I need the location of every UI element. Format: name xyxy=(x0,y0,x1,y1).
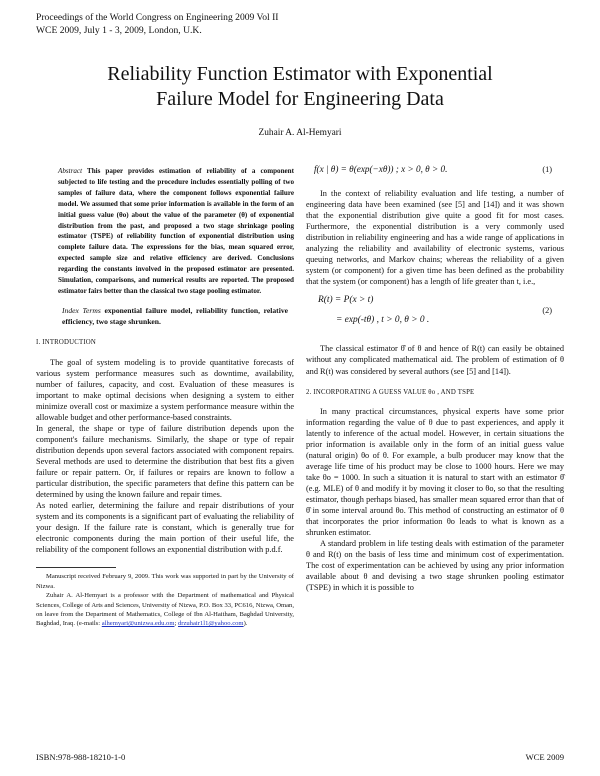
email-link-1[interactable]: alhemyari@unizwa.edu.om xyxy=(101,620,175,628)
abstract xyxy=(58,166,294,297)
footnote-author xyxy=(36,591,294,629)
right-paragraph-3: In many practical circumstances, physical experts have some prior information regarding the value of θ due to past experiences, and apply it latently to inference of the actual model. However, in certain situations the prior information is available only in the form of an initial guess value (natural origin) θo of θ. For example, a bulb producer may know that the average life time of his product may be close to 1000 hours. Here we may take θo = 1000. In such a situation it is natural to start with an estimator θ̂ (e.g. MLE) of θ and modify it by moving it closer to θo, so that the resulting estimator, though perhaps biased, has smaller mean squared error than that of θ̂ in some interval around θo. This method of constructing an estimator of θ that incorporates the prior information θo leads to what is known as a shrunken estimator. xyxy=(306,406,564,538)
email-link-2[interactable]: drzuhair1l1@yahoo.com xyxy=(177,620,244,628)
section-2-heading: 2. INCORPORATING A GUESS VALUE θo , AND TSPE xyxy=(306,388,475,396)
footer-conference: WCE 2009 xyxy=(525,752,564,762)
right-column xyxy=(306,160,564,593)
author-name: Zuhair A. Al-Hemyari xyxy=(258,128,342,138)
abstract-text: This paper provides estimation of reliability of a component subjected to life testing and the procedure includes essentially polling of two samples of failure data, where the component follows exponential failure model. We assumed that some prior information is available in the form of an initial guess value (θo) about the value of the parameter (θ) of exponential distribution from the past, and proposed a two stage shrinkage pooling estimator (TSPE) of reliability function of exponential distribution using complete failure data. The expressions for the bias, mean squared error, expected sample size and relative efficiency are derived. Conclusions regarding the constants involved in the proposed estimator are presented. Simulation, comparisons, and numerical results are reported. The proposed estimator fairs better than the classical two stage pooling estimator. xyxy=(58,167,294,295)
footnote-end: ). xyxy=(243,620,248,628)
footnotes xyxy=(36,572,294,628)
footnote-author-text: Zuhair A. Al-Hemyari is a professor with the Department of mathematical and Physical Sciences, College of Arts and Sciences, University of Nizwa, P.O. Box 33, PC616, Nizwa, Oman, on leave from the Department of Mathematics, College of Ibn Al-Haitham, Baghdad University, Baghdad, Iraq. (e-mails: xyxy=(36,592,294,628)
footnote-divider xyxy=(36,567,116,568)
left-column xyxy=(36,166,294,629)
right-paragraph-4: A standard problem in life testing deals with estimation of the parameter θ and R(t) on the basis of less time and minimum cost of experimentation. The cost of experimentation can be achieved by using any prior information available about θ and devising a two stage shrunken pooling estimator (TSPE) in which it is possible to xyxy=(306,539,564,593)
footnote-manuscript: Manuscript received February 9, 2009. This work was supported in part by the University of Nizwa. xyxy=(36,573,294,590)
index-terms-label: Index Terms xyxy=(62,305,101,315)
equation-2-line-2: = exp(-tθ) , t > 0, θ > 0 . xyxy=(336,315,430,326)
intro-paragraph-1: The goal of system modeling is to provide quantitative forecasts of various system performance measures such as downtime, availability, number of failures, capacity, and cost. Evaluation of these measures is important to make optimal decisions when designing a system to either minimize overall cost or maximize a system performance measure within the allowable budget and other performance-based constraints. xyxy=(36,357,294,422)
footer-isbn: ISBN:978-988-18210-1-0 xyxy=(36,752,126,762)
title-line-1: Reliability Function Estimator with Exponential xyxy=(107,63,493,85)
right-paragraph-2: The classical estimator θ̂ of θ and hence of R(t) can easily be obtained without any complicated mathematical aid. The problem of estimation of θ and R(t) was considered by several authors (see [5] and [14]). xyxy=(306,344,564,376)
section-1-heading: I. INTRODUCTION xyxy=(36,339,97,347)
paper-title xyxy=(40,62,560,112)
intro-paragraph-3: As noted earlier, determining the failure and repair distributions of your system and its components is a significant part of evaluating the reliability of your design. If the failure rate is constant, which is generally true for electronic components during the main portion of their useful life, the reliability of the component follows an exponential distribution with p.d.f. xyxy=(36,501,294,555)
equation-2-number: (2) xyxy=(542,306,552,316)
right-paragraph-1: In the context of reliability evaluation and life testing, a number of engineering data have been examined (see [5] and [14]) and it was shown that the exponential distribution give quite a good fit for most cases. Furthermore, the exponential distribution is a very commonly used distribution in reliability engineering and has a wide range of applications in analyzing the reliability and availability of electronic systems, various queuing networks, and Markov chains; whereas the reliability of a given system (or component) for a given time has been defined as the probability that the system (or component) has a length of life greater than t, i.e., xyxy=(306,189,564,287)
intro-paragraph-2: In general, the shape or type of failure distribution depends upon the component's failure mechanisms. Similarly, the shape or type of repair distribution depends upon several factors associated with component repairs. Several methods are used to determine the distribution that best fits a given failure or repair pattern. Or, if failures or repairs are known to follow a particular distribution, the specific parameters that define this pattern can be determined by using the known failure and repair times. xyxy=(36,423,294,500)
title-line-2: Failure Model for Engineering Data xyxy=(156,88,444,110)
abstract-lead: Abstract xyxy=(58,167,83,175)
running-header xyxy=(36,12,279,37)
equation-2-line-1: R(t) = P(x > t) xyxy=(318,295,374,306)
equation-2 xyxy=(306,293,564,337)
email-separator: ; xyxy=(174,620,177,628)
header-line-2: WCE 2009, July 1 - 3, 2009, London, U.K. xyxy=(36,24,202,36)
index-terms-text: exponential failure model, reliability function, relative efficiency, two stage shrunken. xyxy=(62,305,288,326)
equation-1 xyxy=(306,162,564,180)
header-line-1: Proceedings of the World Congress on Engineering 2009 Vol II xyxy=(36,12,279,23)
equation-1-body: f(x | θ) = θ(exp(−xθ)) ; x > 0, θ > 0. xyxy=(314,164,448,174)
index-terms xyxy=(62,306,288,328)
equation-1-number: (1) xyxy=(542,165,552,174)
